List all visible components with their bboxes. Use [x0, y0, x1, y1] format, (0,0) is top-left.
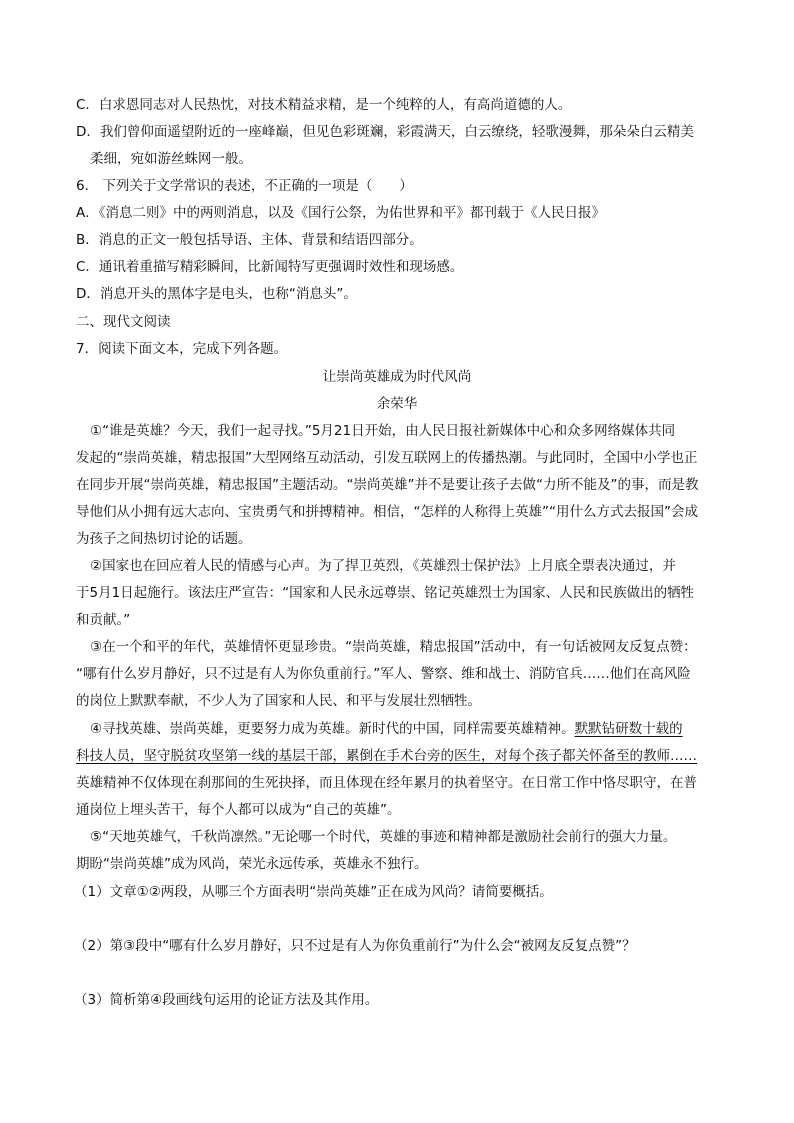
q6-option-a: A．《消息二则》中的两则消息，以及《国行公祭，为佑世界和平》都刊载于《人民日报》 [76, 205, 605, 221]
paragraph-3-line: “哪有什么岁月静好，只不过是有人为你负重前行。”军人、警察、维和战士、消防官兵……他们在高风险 [76, 666, 691, 682]
paragraph-5-line: ⑤“天地英雄气，千秋尚凛然。”无论哪一个时代，英雄的事迹和精神都是激励社会前行的强大力量。 [90, 829, 677, 845]
q6-option-d: D．消息开头的黑体字是电头，也称“消息头”。 [76, 286, 357, 302]
paragraph-3-line: 的岗位上默默奉献，不少人为了国家和人民、和平与发展壮烈牺牲。 [76, 693, 481, 709]
paragraph-4-line3: 英雄精神不仅体现在刹那间的生死抉择，而且体现在经年累月的执着坚守。在日常工作中恪尽职守，在普 [76, 775, 697, 791]
paragraph-1-line: 导他们从小拥有远大志向、宝贵勇气和拼搏精神。相信，“怎样的人称得上英雄”“用什么方式去报国”会成 [76, 504, 698, 520]
paragraph-1-line: 为孩子之间热切讨论的话题。 [76, 531, 252, 547]
paragraph-5-line: 期盼“崇尚英雄”成为风尚，荣光永远传承，英雄永不独行。 [76, 856, 428, 872]
sub-question-1: （1）文章①②两段，从哪三个方面表明“崇尚英雄”正在成为风尚？请简要概括。 [74, 884, 553, 900]
paragraph-4-line4: 通岗位上埋头苦干，每个人都可以成为“自己的英雄”。 [76, 802, 401, 818]
article-author: 余荣华 [376, 396, 418, 412]
sub-question-2: （2）第③段中“哪有什么岁月静好，只不过是有人为你负重前行”为什么会“被网友反复点赞”？ [74, 938, 636, 954]
paragraph-2-line: 和贡献。” [76, 612, 131, 628]
paragraph-3-line: ③在一个和平的年代，英雄情怀更显珍贵。“崇尚英雄，精忠报国”活动中，有一句话被网友反复点赞： [90, 639, 697, 655]
paragraph-2-line: 于5月1日起施行。该法庄严宣告：“国家和人民永远尊崇、铭记英雄烈士为国家、人民和民族做出的牺牲 [76, 585, 695, 601]
q6-option-b: B．消息的正文一般包括导语、主体、背景和结语四部分。 [76, 232, 423, 248]
sub-question-3: （3）简析第④段画线句运用的论证方法及其作用。 [74, 992, 379, 1008]
q6-stem: 6． 下列关于文学常识的表述，不正确的一项是（ ） [76, 178, 413, 194]
paragraph-1-line: ①“谁是英雄？今天，我们一起寻找。”5月21日开始，由人民日报社新媒体中心和众多网络媒体共同 [90, 423, 676, 439]
article-title: 让崇尚英雄成为时代风尚 [322, 369, 472, 385]
paragraph-1-line: 在同步开展“崇尚英雄，精忠报国”主题活动。“崇尚英雄”并不是要让孩子去做“力所不能及”的事，而是教 [76, 477, 699, 493]
paragraph-4-underlined-text: 默默钻研数十载的 [574, 721, 683, 737]
q6-option-c: C．通讯着重描写精彩瞬间，比新闻特写更强调时效性和现场感。 [76, 259, 464, 275]
section-heading: 二、现代文阅读 [76, 314, 171, 330]
paragraph-4-line2-underlined: 科技人员，坚守脱贫攻坚第一线的基层干部，累倒在手术台旁的医生，对每个孩子都关怀备至的教师…… [76, 748, 697, 764]
paragraph-4-line1 [90, 719, 732, 739]
q7-stem: 7．阅读下面文本，完成下列各题。 [76, 341, 288, 357]
paragraph-4-plain-text: ④寻找英雄、崇尚英雄，更要努力成为英雄。新时代的中国，同样需要英雄精神。 [90, 721, 575, 737]
q5-option-d-line2: 柔细，宛如游丝蛛网一般。 [90, 151, 252, 167]
paragraph-1-line: 发起的“崇尚英雄，精忠报国”大型网络互动活动，引发互联网上的传播热潮。与此同时，全国中小学也正 [76, 450, 698, 466]
paragraph-2-line: ②国家也在回应着人民的情感与心声。为了捍卫英烈，《英雄烈士保护法》上月底全票表决通过，并 [90, 558, 676, 574]
q5-option-c: C．白求恩同志对人民热忱，对技术精益求精，是一个纯粹的人，有高尚道德的人。 [76, 97, 572, 113]
q5-option-d-line1: D．我们曾仰面遥望附近的一座峰巅，但见色彩斑斓，彩霞满天，白云缭绕，轻歌漫舞，那朵朵白云精美 [76, 124, 694, 140]
